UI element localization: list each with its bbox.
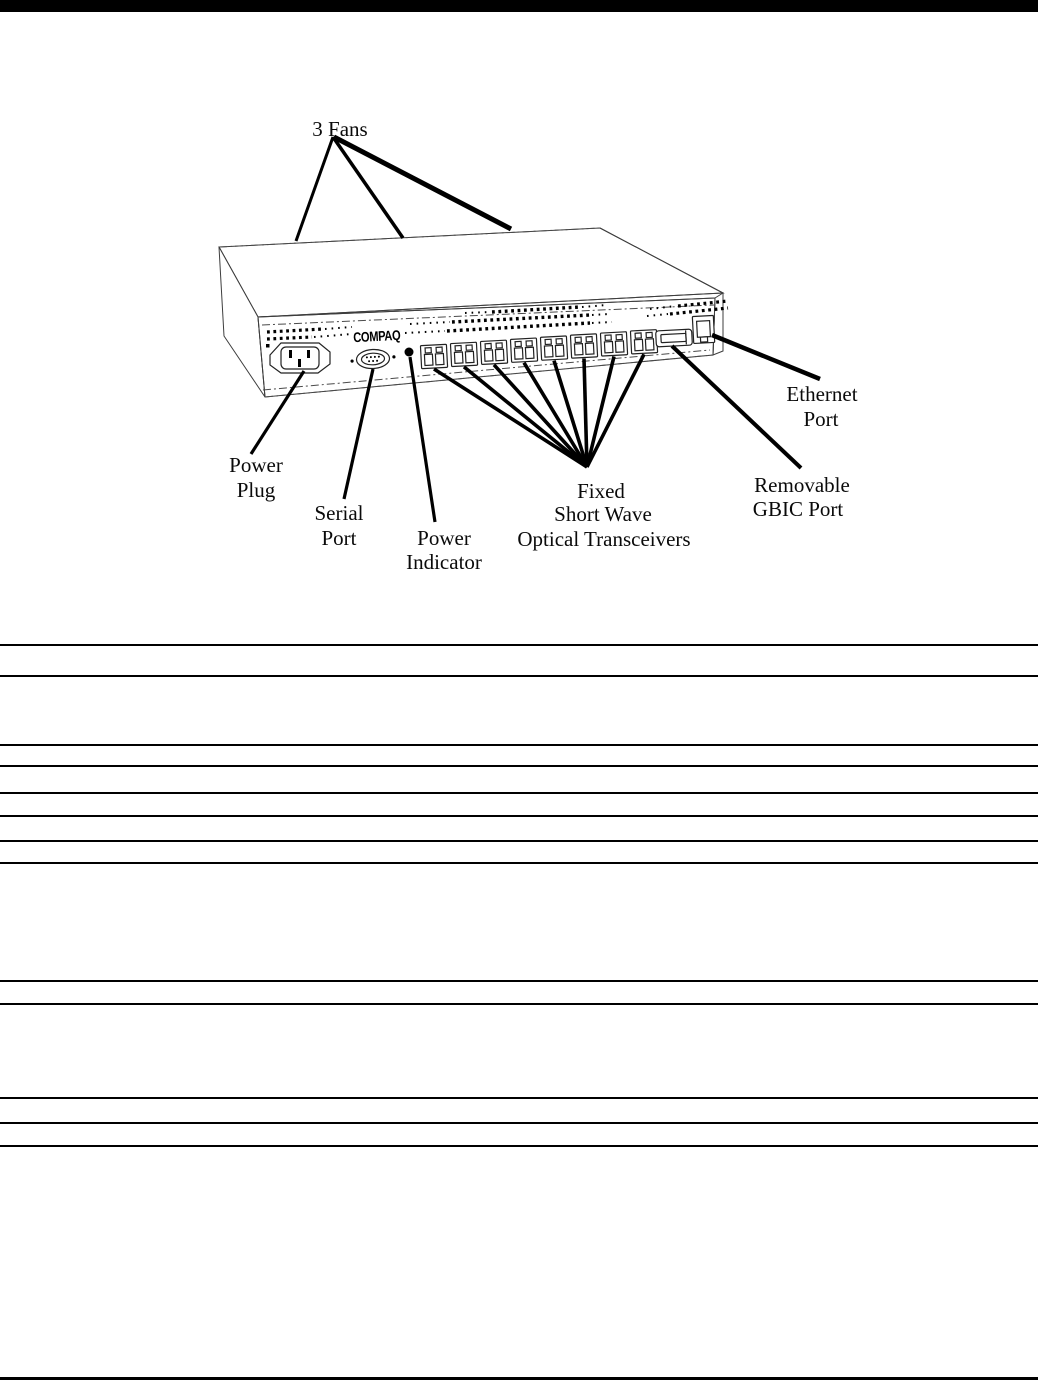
label-power-indicator: Indicator: [406, 550, 482, 574]
transceiver-port: [540, 336, 567, 360]
transceiver-leader-line: [584, 359, 587, 468]
ethernet-leader-line: [712, 335, 820, 379]
table-rule: [0, 1003, 1038, 1005]
transceiver-port: [450, 342, 477, 366]
table-rule: [0, 675, 1038, 677]
table-rule: [0, 815, 1038, 817]
label-power-plug: Power: [229, 453, 283, 477]
table-rule: [0, 1145, 1038, 1147]
table-rule: [0, 980, 1038, 982]
table-rule: [0, 1122, 1038, 1124]
label-ethernet-port: Ethernet: [786, 382, 858, 406]
table-rule: [0, 744, 1038, 746]
page-bottom-rule: [0, 1377, 1038, 1380]
label-serial-port: Serial: [314, 501, 364, 525]
ethernet-port-drawing: [692, 315, 714, 343]
transceiver-port: [510, 338, 537, 362]
table-rule: [0, 765, 1038, 767]
table-rule: [0, 862, 1038, 864]
label-gbic-port: GBIC Port: [752, 497, 844, 521]
table-rule: [0, 792, 1038, 794]
label-fans: 3 Fans: [312, 117, 368, 141]
label-transceivers: Optical Transceivers: [517, 527, 691, 551]
vent-dot: [266, 344, 270, 348]
label-serial-port: Port: [321, 526, 357, 550]
transceiver-port: [600, 332, 627, 356]
table-rule: [0, 644, 1038, 646]
label-gbic-port: Removable: [754, 473, 850, 497]
transceiver-port: [420, 344, 447, 368]
transceiver-leader-line: [524, 363, 587, 467]
power-indicator-led: [405, 348, 414, 357]
gbic-port-drawing: [656, 329, 693, 347]
label-transceivers: Fixed: [577, 479, 625, 503]
fan-leader-line: [296, 137, 333, 241]
transceiver-leader-line: [587, 354, 644, 467]
compaq-logo: COMPAQ: [352, 326, 413, 346]
fan-leader-line: [334, 137, 511, 229]
power-plug-drawing: [270, 343, 330, 373]
label-power-indicator: Power: [417, 526, 471, 550]
label-ethernet-port: Port: [803, 407, 839, 431]
transceiver-leader-line: [464, 367, 587, 467]
transceiver-port: [480, 340, 507, 364]
transceiver-leader-line: [587, 356, 614, 467]
label-power-plug: Plug: [236, 478, 276, 502]
transceiver-port: [630, 330, 657, 354]
table-rule: [0, 840, 1038, 842]
table-rule: [0, 1097, 1038, 1099]
label-transceivers: Short Wave: [554, 502, 652, 526]
transceiver-port: [570, 334, 597, 358]
